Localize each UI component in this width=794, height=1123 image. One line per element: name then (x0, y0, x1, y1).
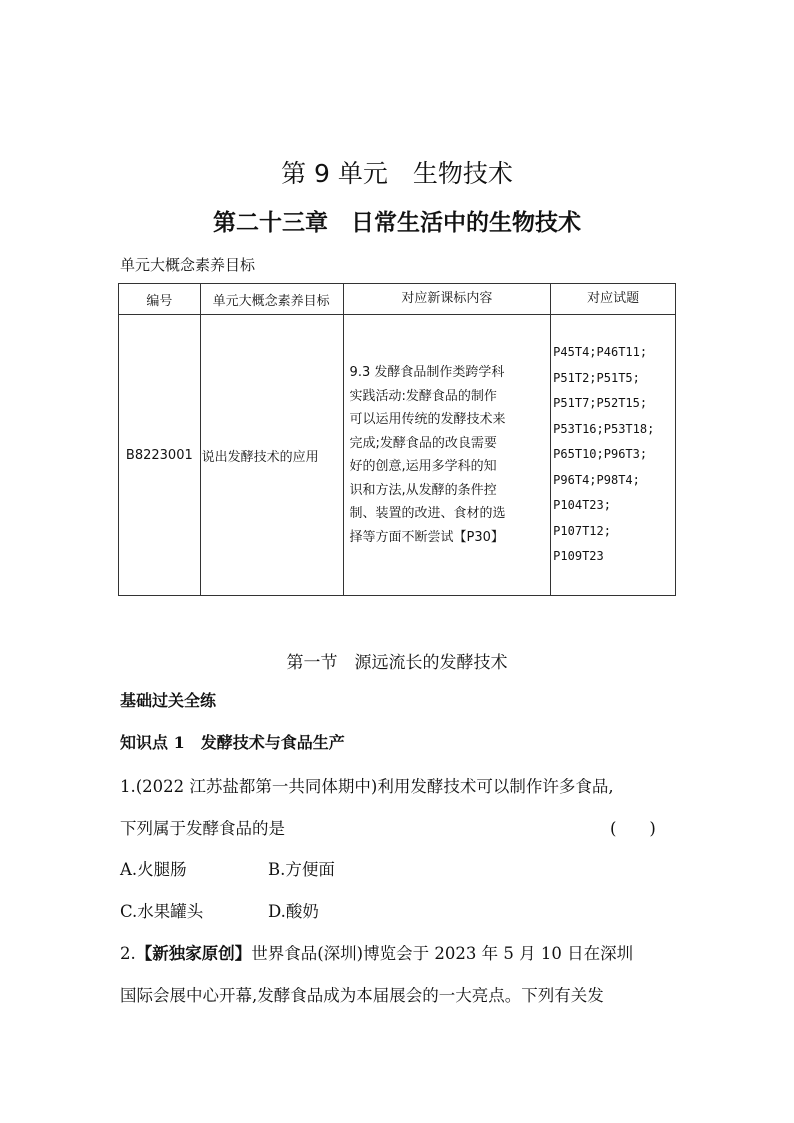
practice-label: 基础过关全练 (120, 691, 217, 710)
cell-questions (551, 315, 676, 596)
question-2-tag: 【新独家原创】 (135, 944, 252, 963)
option-c: C.水果罐头 (120, 902, 204, 921)
question-1-line-2: 下列属于发酵食品的是 (120, 819, 285, 838)
header-standard: 对应新课标内容 (343, 284, 551, 315)
table-header-row (119, 284, 676, 315)
option-a: A.火腿肠 (120, 860, 187, 879)
standard-line: 识和方法,从发酵的条件控 (349, 482, 497, 498)
cell-standard (343, 315, 551, 596)
question-2-text: 世界食品(深圳)博览会于 2023 年 5 月 10 日在深圳 (251, 944, 634, 963)
standard-line: 好的创意,运用多学科的知 (349, 459, 497, 474)
standard-line: 制、装置的改进、食材的选 (349, 506, 506, 521)
knowledge-point-label: 知识点 1 发酵技术与食品生产 (120, 733, 345, 752)
question-1-line-1: 1.(2022 江苏盐都第一共同体期中)利用发酵技术可以制作许多食品, (120, 777, 614, 796)
question-ref: P107T12; (553, 523, 611, 538)
cell-code: B8223001 (119, 315, 201, 596)
standard-line: 可以运用传统的发酵技术来 (349, 412, 506, 427)
unit-title: 第 9 单元 生物技术 (281, 159, 513, 188)
header-questions: 对应试题 (551, 284, 676, 315)
question-ref: P96T4;P98T4; (553, 472, 640, 487)
option-b: B.方便面 (268, 860, 335, 879)
question-ref: P45T4;P46T11; (553, 345, 648, 360)
question-2-line-1 (120, 940, 633, 964)
question-ref: P104T23; (553, 498, 611, 513)
header-code: 编号 (119, 284, 201, 315)
cell-goal: 说出发酵技术的应用 (200, 315, 343, 596)
question-2-line-2: 国际会展中心开幕,发酵食品成为本届展会的一大亮点。下列有关发 (120, 986, 604, 1005)
section-title: 第一节 源远流长的发酵技术 (286, 653, 508, 673)
header-goal: 单元大概念素养目标 (200, 284, 343, 315)
question-ref: P51T2;P51T5; (553, 370, 640, 385)
standard-line: 9.3 发酵食品制作类跨学科 (349, 365, 505, 380)
objectives-label: 单元大概念素养目标 (120, 256, 256, 274)
answer-blank: ( ) (610, 819, 656, 838)
standard-line: 完成;发酵食品的改良需要 (349, 435, 497, 451)
question-ref: P65T10;P96T3; (553, 447, 648, 462)
question-ref: P109T23 (553, 549, 604, 564)
question-2-number: 2. (120, 944, 136, 963)
chapter-title: 第二十三章 日常生活中的生物技术 (213, 210, 581, 236)
table-row (119, 315, 676, 596)
standard-line: 择等方面不断尝试【P30】 (349, 529, 504, 545)
option-d: D.酸奶 (268, 902, 319, 921)
question-ref: P51T7;P52T15; (553, 396, 648, 411)
objectives-table (118, 283, 676, 596)
standard-line: 实践活动:发酵食品的制作 (349, 388, 497, 404)
question-ref: P53T16;P53T18; (553, 421, 655, 436)
